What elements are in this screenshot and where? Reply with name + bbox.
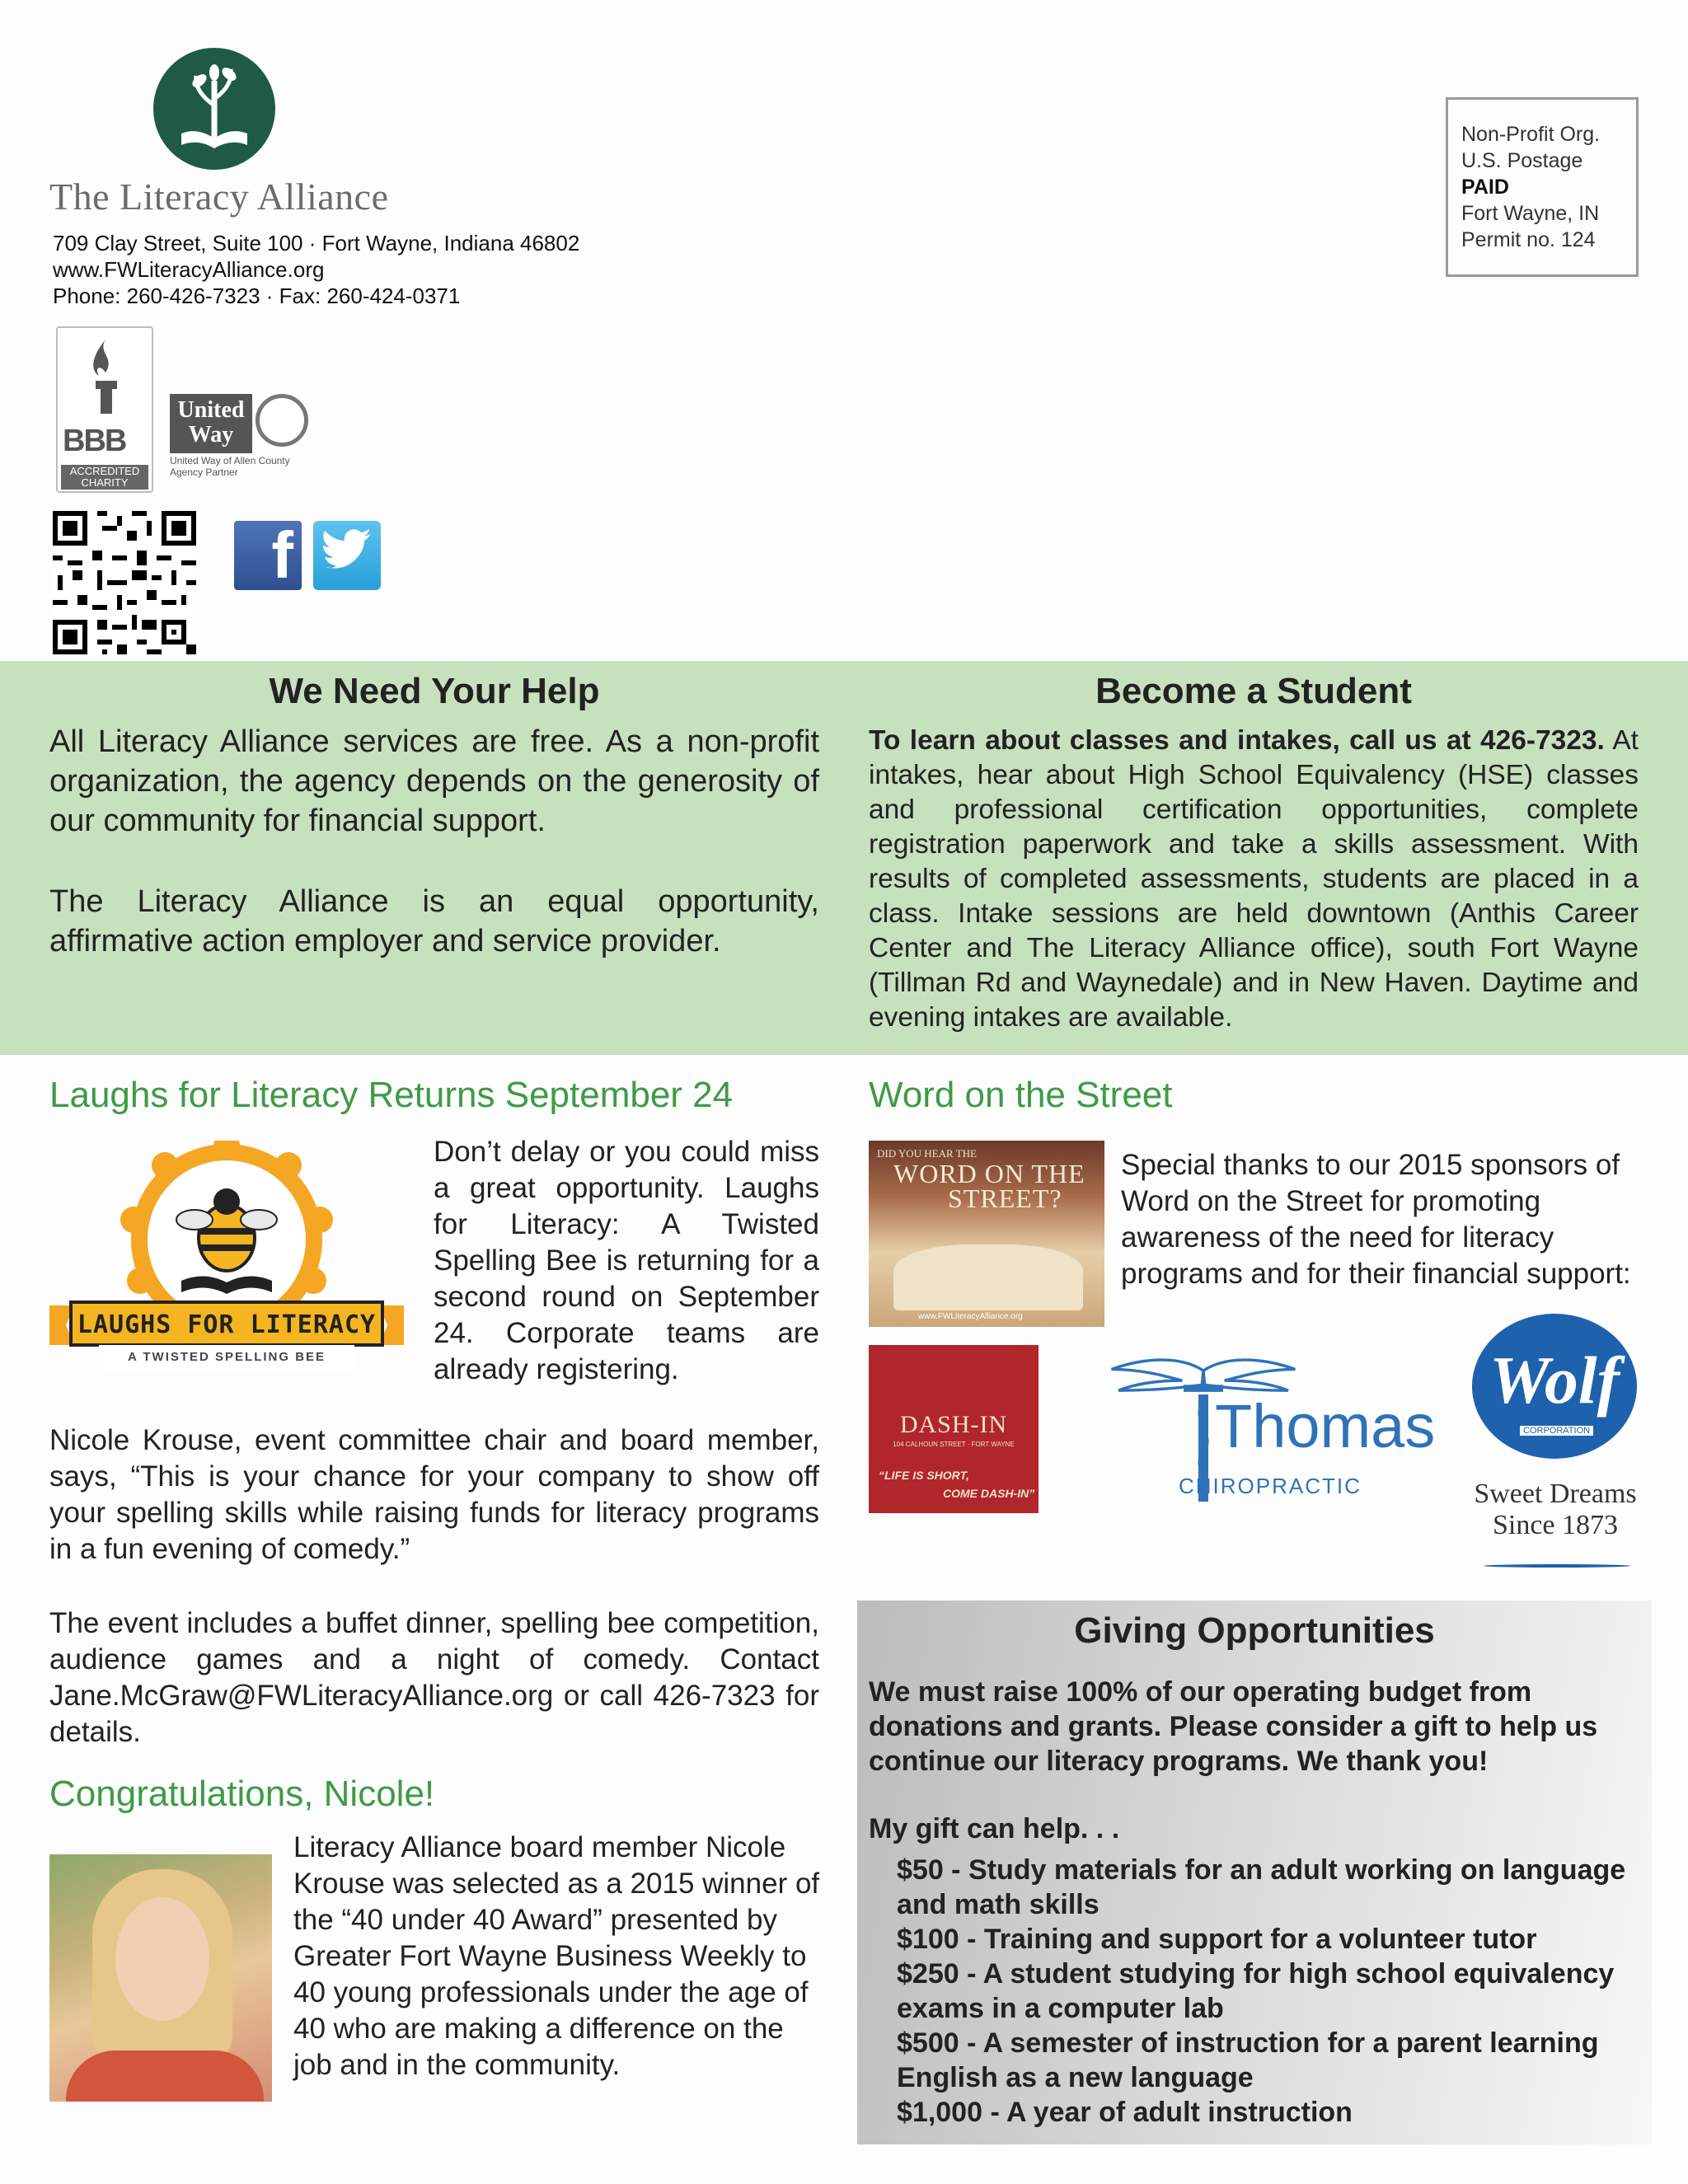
wots-img-line2: WORD ON THE (893, 1159, 1085, 1188)
dash-in-logo (869, 1345, 1039, 1513)
bbb-badge (56, 326, 153, 493)
postage-indicia (1446, 97, 1639, 277)
wolf-tag-2: Since 1873 (1492, 1510, 1619, 1540)
postage-line: U.S. Postage (1461, 149, 1583, 172)
gift-item: $250 - A student studying for high school equivalency exams in a computer lab (897, 1958, 1615, 2024)
wolf-underline (1484, 1564, 1630, 1568)
gift-list (897, 1853, 1652, 2130)
uw-subtitle (170, 455, 290, 478)
united-way-icon (256, 394, 308, 447)
laughs-logo-banner: LAUGHS FOR LITERACY (77, 1310, 377, 1339)
laughs-quote: Nicole Krouse, event committee chair and board member, says, “This is your chance for your company to show off your spelling skills while raising funds for literacy programs in a fun evening of comedy.” (49, 1424, 819, 1565)
wolf-tag-1: Sweet Dreams (1474, 1479, 1637, 1509)
postage-line: Fort Wayne, IN (1461, 202, 1600, 225)
gift-item: $50 - Study materials for an adult working on language and math skills (897, 1854, 1626, 1920)
laughs-details: The event includes a buffet dinner, spelling bee competition, audience games and a night of comedy. Contact Jane.McGraw@FWLiteracyAlliance.org or call 426-7323 for details. (49, 1607, 819, 1748)
student-heading: Become a Student (1095, 671, 1412, 711)
uw-name-2: Way (188, 422, 234, 448)
dash-in-tagline-1: “LIFE IS SHORT, (879, 1469, 969, 1482)
laughs-logo-sub: A TWISTED SPELLING BEE (127, 1350, 326, 1364)
website-link[interactable]: www.FWLiteracyAlliance.org (53, 257, 325, 282)
org-name: The Literacy Alliance (49, 176, 389, 218)
giving-intro: We must raise 100% of our operating budget from donations and grants. Please consider a gift to help us continue our literacy programs. We thank you! (869, 1676, 1598, 1777)
wots-img-line1: DID YOU HEAR THE (877, 1147, 977, 1160)
postage-line: Non-Profit Org. (1461, 123, 1601, 146)
gift-item: $1,000 - A year of adult instruction (897, 2097, 1353, 2128)
help-paragraph: All Literacy Alliance services are free. As a non-profit organization, the agency depends on the generosity of our community for financial support. (49, 724, 819, 838)
postage-paid: PAID (1461, 176, 1509, 199)
wolf-logo (1472, 1314, 1637, 1459)
word-paragraph: Special thanks to our 2015 sponsors of Word on the Street for promoting awareness of the need for literacy programs and for their financial support: (1121, 1149, 1631, 1290)
wolf-name: Wolf (1489, 1343, 1620, 1418)
twitter-icon[interactable] (313, 521, 381, 590)
open-book-icon (893, 1244, 1083, 1310)
thomas-chiropractic-logo (1096, 1357, 1436, 1505)
giving-heading: Giving Opportunities (1074, 1610, 1435, 1651)
bbb-torch-icon (58, 328, 155, 424)
laughs-heading: Laughs for Literacy Returns September 24 (49, 1075, 734, 1115)
dash-in-address: 104 CALHOUN STREET · FORT WAYNE (893, 1441, 1015, 1448)
wolf-corporation: CORPORATION (1520, 1426, 1593, 1436)
dash-in-name: DASH-IN (899, 1411, 1008, 1438)
uw-sub-2: Agency Partner (170, 466, 238, 478)
student-paragraph (869, 724, 1639, 1035)
bbb-letters: BBB (63, 424, 126, 458)
dash-in-tagline-2: COME DASH-IN” (943, 1487, 1035, 1500)
help-paragraph: The Literacy Alliance is an equal opportunity, affirmative action employer and service provider. (49, 884, 819, 958)
word-heading: Word on the Street (869, 1075, 1173, 1115)
gift-item: $100 - Training and support for a volunteer tutor (897, 1924, 1537, 1955)
congrats-heading: Congratulations, Nicole! (49, 1774, 435, 1814)
congrats-paragraph: Literacy Alliance board member Nicole Krouse was selected as a 2015 winner of the “40 under 40 Award” presented by Greater Fort Wayne Business Weekly to 40 young professionals under the age of 40 who are making a difference on the job and in the community. (293, 1831, 820, 2081)
postage-line: Permit no. 124 (1461, 228, 1596, 251)
united-way-badge (170, 394, 310, 485)
laughs-paragraph: Don’t delay or you could miss a great opportunity. Laughs for Literacy: A Twisted Spelling Bee is returning for a second round on September 24. Corporate teams are already registering. (434, 1136, 819, 1385)
student-lead: To learn about classes and intakes, call us at 426-7323. (869, 725, 1605, 756)
phone-fax: Phone: 260-426-7323 · Fax: 260-424-0371 (53, 284, 461, 308)
uw-name-1: United (177, 397, 245, 423)
help-heading: We Need Your Help (269, 671, 600, 711)
laughs-for-literacy-logo (49, 1141, 404, 1380)
address: 709 Clay Street, Suite 100 · Fort Wayne, Indiana 46802 (53, 231, 580, 255)
united-way-wordmark (170, 394, 252, 453)
thomas-sub: CHIROPRACTIC (1179, 1474, 1362, 1498)
gift-item: $500 - A semester of instruction for a parent learning English as a new language (897, 2027, 1599, 2093)
gift-lead: My gift can help. . . (869, 1813, 1120, 1844)
qr-code-icon[interactable] (53, 511, 196, 654)
wots-img-line3: STREET? (948, 1183, 1062, 1213)
thomas-name: Thomas (1215, 1392, 1436, 1460)
word-on-the-street-image (869, 1141, 1104, 1327)
tree-book-logo-icon (153, 48, 275, 170)
wots-img-url: www.FWLiteracyAlliance.org (918, 1312, 1023, 1321)
nicole-photo (49, 1854, 272, 2102)
wolf-tagline (1459, 1479, 1652, 1541)
uw-sub-1: United Way of Allen County (170, 455, 290, 466)
bbb-accredited: ACCREDITED CHARITY (61, 465, 148, 490)
facebook-icon[interactable]: f (234, 521, 302, 590)
student-body-text: At intakes, hear about High School Equivalency (HSE) classes and professional certification opportunities, complete registration paperwork and take a skills assessment. With results of completed assessments, students are placed in a class. Intake sessions are held downtown (Anthis Career Center and The Literacy Alliance office), south Fort Wayne (Tillman Rd and Waynedale) and in New Haven. Daytime and evening intakes are available. (869, 725, 1639, 1033)
